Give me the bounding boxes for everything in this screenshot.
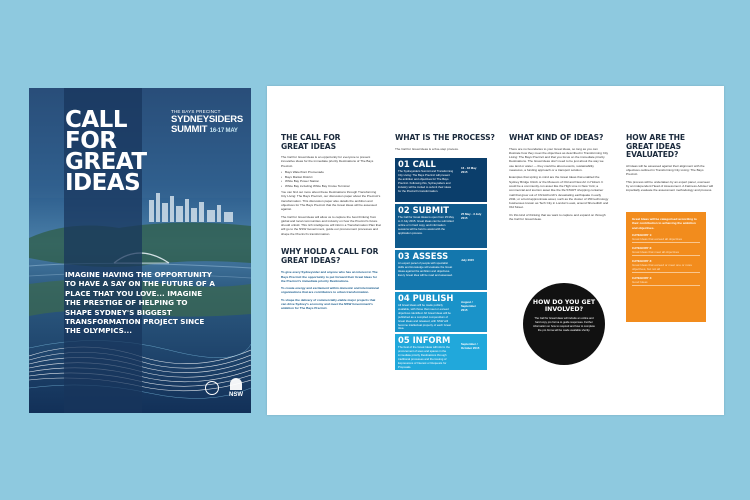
call-intro: The Call for Great Ideas is an opportunity for everyone to present innovative ideas for the immediate priority Destinations of The Bays Precinct. (281, 155, 374, 168)
nsw-government-logo: NSW (225, 378, 247, 404)
heading-call-for-great-ideas: THE CALL FOR GREAT IDEAS (281, 133, 341, 151)
heading-evaluated: HOW ARE THE GREAT IDEAS EVALUATED? (626, 133, 686, 160)
list-item: • Bays Market District (281, 175, 381, 180)
step-inform: 05 INFORM The best of the Great Ideas will inform the procurement of uses and spaces in the immediate priority Destinations through traditional processes and the issuing of Expressions of Interest or Requests for Proposals. September / October 2015 (395, 334, 487, 370)
category-box (626, 212, 706, 322)
step-submit: 02 SUBMIT The Call for Great Ideas is open from 25 May to 3 July 2015. Great Ideas can be submitted online or in hard copy, and information sessions will be held to assist with the application process. 25 May - 3 July 2015 (395, 204, 487, 248)
brochure-cover (29, 88, 251, 413)
get-involved-circle (523, 283, 605, 365)
category-intro: Great Ideas will be categorised according to their contribution to achieving the ambition and objectives. (632, 217, 697, 230)
category-value: Great Ideas that exceed or meet one or more objectives, but not all (632, 263, 700, 273)
why-reason-2: To create energy and excitement within domestic and international organisations that are contributors to urban transformation. (281, 286, 379, 295)
urban-growth-seal-icon (205, 381, 219, 395)
category-value: Great Ideas that meet all objectives (632, 250, 700, 256)
get-involved-text: The Call for Great Ideas will include an online and hard copy pro forma to guide responses. Further information on how to respond and how to complete the pro forma will be made available shortly. (533, 317, 595, 332)
category-label: CATEGORY 4: (632, 275, 653, 280)
capture-thinking-text: The Call for Great Ideas will allow us to capture the best thinking from global and local communities and industry on how the Precinct's future should unfold. This rich intelligence will inform a Transformation Plan that will go to the NSW Government, guide our procurement processes and shape the Precinct's transformation. (281, 214, 381, 236)
examples-text: Examples that spring to mind are the Great Ideas that enabled the Sydney Bridge Climb or the Museum of Old and New Art in Hobart. It could be a community-run asset like the High Line in New York; a commercial and tourism asset like the Re:START shopping container mall that grew out of Christchurch's devastating earthquake in early 2011; or a bold approximate asset, such as the cluster of 150 technology businesses known as Tech City in London's east, around Shoreditch and Old Street. (509, 175, 609, 210)
step-assess: 03 ASSESS An expert panel of people with specialist skills and knowledge will evaluate the Great Ideas against the ambition and objectives. Every Great Idea will be read and assessed. July 2015 (395, 250, 487, 290)
col-call-for-ideas (281, 134, 381, 311)
list-item: • Bays Waterfront Promenade (281, 170, 381, 175)
col-evaluation (626, 134, 714, 193)
category-label: CATEGORY 1: (632, 232, 653, 237)
capture-kind-text: It's this kind of thinking that we want to capture and expand on through the Call for Great Ideas. (509, 212, 606, 222)
col-process (395, 134, 495, 151)
list-item: • White Bay including White Bay Cruise Terminal (281, 184, 381, 189)
category-value: Great Ideas that exceed all objectives (632, 237, 700, 243)
category-label: CATEGORY 3: (632, 258, 653, 263)
summit-logo: THE BAYS PRECINCT SYDNEYSIDERS SUMMIT 16-17 MAY (171, 109, 244, 135)
step-publish: 04 PUBLISH All Great Ideas will be made publicly available, with those that meet or exceed objectives identified. All Great Ideas will be published as a compiled compendium of Great Ideas and released, with NSW will become intellectual property of each Great Idea. August / September 2015 (395, 292, 487, 332)
evaluation-text-2: This process will be undertaken by an expert panel, overseen by an independent Head of Assessment. A Fairness Adviser will impartially evaluate the assessment methodology and process. (626, 179, 714, 193)
evaluation-text-1: All ideas will be assessed against their alignment with the objectives outlined in Transforming City Living: The Bays Precinct. (626, 163, 705, 177)
heading-process: WHAT IS THE PROCESS? (395, 133, 495, 142)
why-reason-1: To give every Sydneysider and anyone who has an interest in The Bays Precinct the opportunity to put forward their Great Ideas for the Precinct's immediate priority Destinations. (281, 270, 378, 283)
cover-tagline: IMAGINE HAVING THE OPPORTUNITY TO HAVE A SAY ON THE FUTURE OF A PLACE THAT YOU LOVE... IMAGINE THE PRESTIGE OF HELPING TO SHAPE SYDNEY'S BIGGEST TRANSFORMATION PROJECT SINCE THE OLYMPICS... (65, 270, 215, 336)
cover-title: CALL FOR GREAT IDEAS (65, 107, 147, 196)
step-call: 01 CALL The Sydneysiders Summit and Transforming City Living: The Bays Precinct will present the ambition and objectives for The Bays Precinct. Following this, Sydneysiders and industry will be invited to submit their ideas for the Precinct's transformation. 16 - 18 May 2015 (395, 158, 487, 202)
heading-kind-of-ideas: WHAT KIND OF IDEAS? (509, 133, 604, 142)
col-kind-of-ideas (509, 134, 609, 221)
no-boundaries-text: There are no boundaries to your Great Ideas, so long as you can illustrate how they meet the objectives as described in Transforming City Living: The Bays Precinct and that you focus on the immediate priority Destinations. The Great Ideas don't need to be just about the way we use land or water — they could be about events, sustainability measures, a funding approach or a transport solution. (509, 146, 609, 173)
heading-get-involved: HOW DO YOU GET INVOLVED? (532, 299, 596, 314)
heading-why-hold: WHY HOLD A CALL FOR GREAT IDEAS? (281, 247, 379, 265)
list-item: • White Bay Power Station (281, 179, 381, 184)
process-steps (395, 158, 487, 368)
why-reason-3: To shape the delivery of commercially-viable major projects that can drive Sydney's economy and meet the NSW Government's ambition for The Bays Precinct. (281, 297, 376, 311)
category-value: Good Ideas (632, 280, 700, 286)
category-label: CATEGORY 2: (632, 245, 653, 250)
destination-list (281, 170, 381, 188)
process-intro: The Call for Great Ideas is a five-step process. (395, 146, 459, 151)
discussion-paper-text: You can find out more about these Destinations through Transforming City Living: The Bays Precinct, our discussion paper about the Precinct's transformation. This discussion paper also details the ambition and objectives for The Bays Precinct that the Great Ideas will be assessed against. (281, 190, 381, 212)
brochure-inside (267, 86, 724, 415)
waratah-icon (230, 378, 242, 390)
